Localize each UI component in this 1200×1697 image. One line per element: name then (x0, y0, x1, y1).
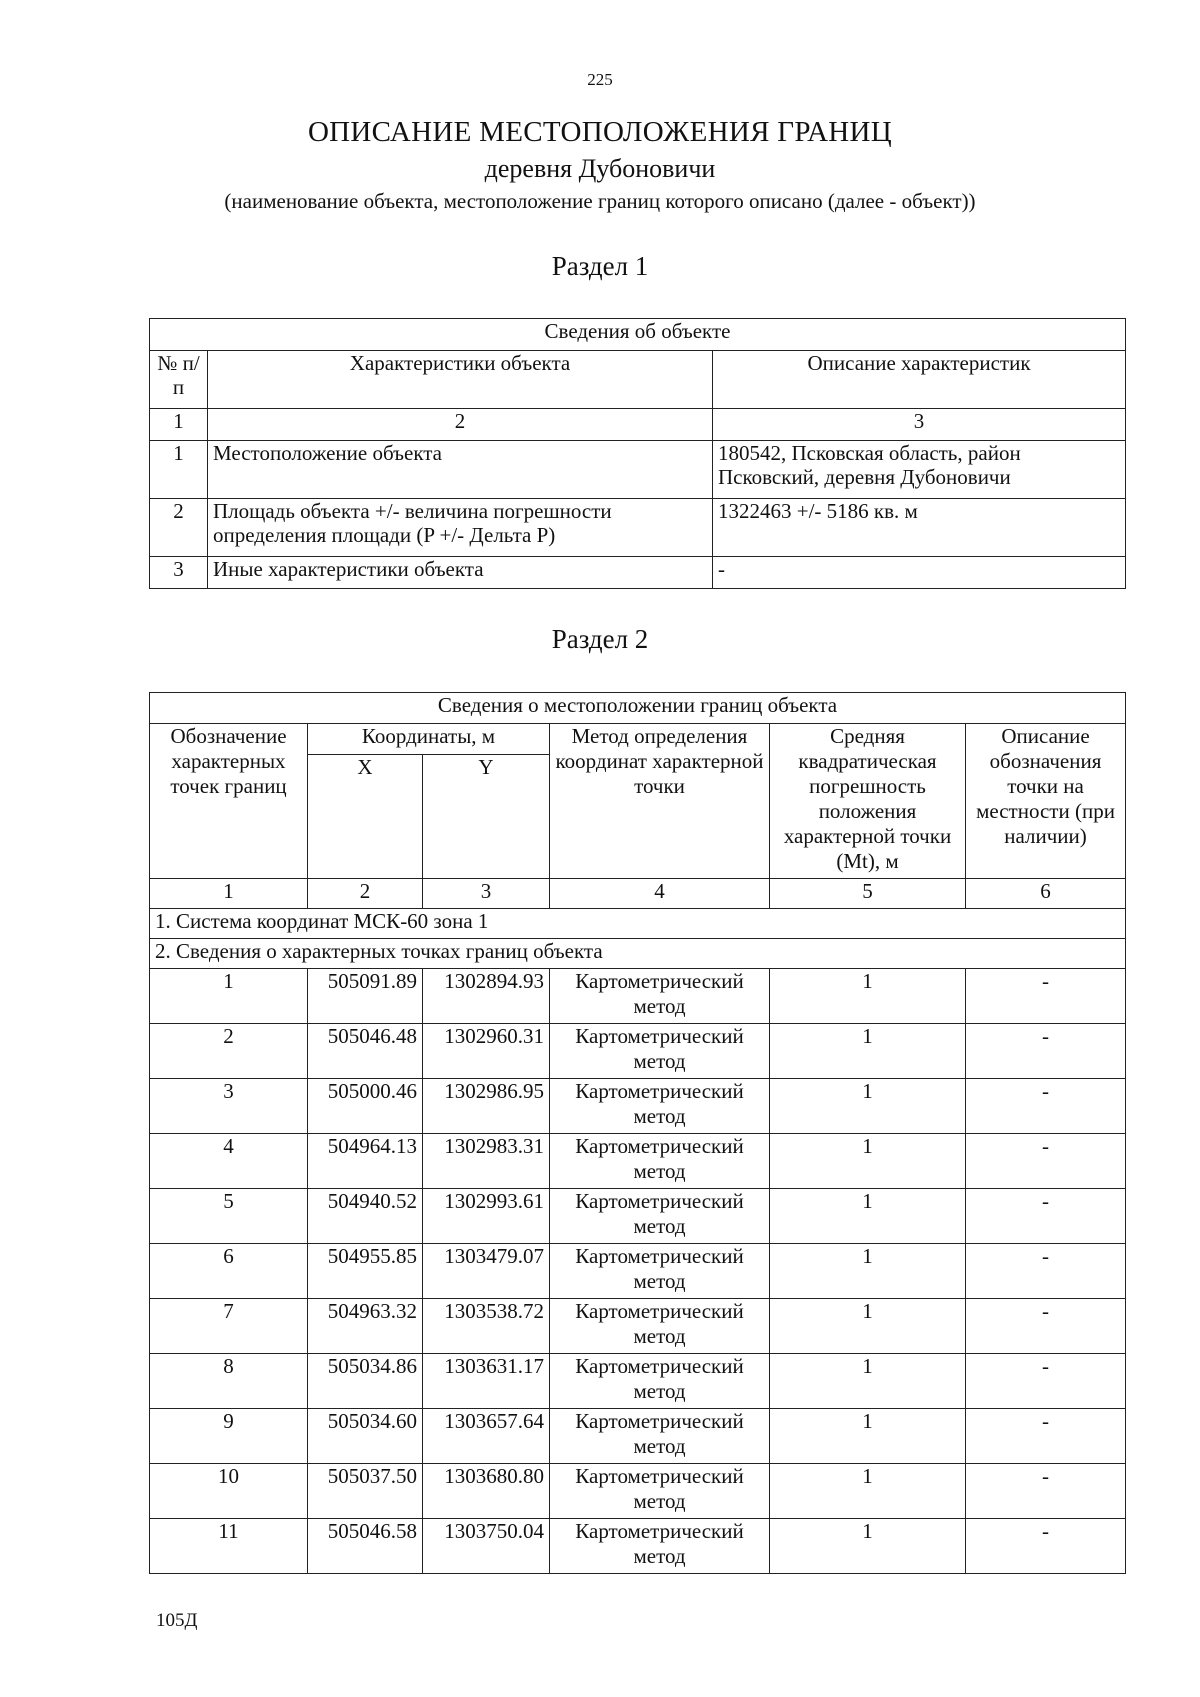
coordinate-y: 1303479.07 (423, 1244, 550, 1299)
method: Картометрический метод (550, 1299, 770, 1354)
mean-error: 1 (770, 1024, 966, 1079)
mean-error: 1 (770, 1354, 966, 1409)
method: Картометрический метод (550, 1354, 770, 1409)
row-number: 1 (150, 441, 208, 499)
point-number: 11 (150, 1519, 308, 1574)
object-name-note: (наименование объекта, местоположение границ которого описано (далее - объект)) (224, 189, 976, 213)
point-number: 1 (150, 969, 308, 1024)
point-number: 8 (150, 1354, 308, 1409)
point-description: - (966, 1354, 1126, 1409)
header-description: Описание характеристик (713, 351, 1126, 409)
coordinate-y: 1302993.61 (423, 1189, 550, 1244)
table-row (150, 1299, 1126, 1354)
column-number: 3 (713, 409, 1126, 441)
coordinate-x: 505091.89 (308, 969, 423, 1024)
section1-title: Раздел 1 (551, 251, 649, 281)
column-number: 6 (966, 879, 1126, 909)
coordinate-x: 505046.48 (308, 1024, 423, 1079)
coordinate-y: 1302986.95 (423, 1079, 550, 1134)
characteristic-name: Иные характеристики объекта (208, 557, 713, 589)
point-description: - (966, 1244, 1126, 1299)
coordinate-y: 1303680.80 (423, 1464, 550, 1519)
mean-error: 1 (770, 1244, 966, 1299)
characteristic-value: 180542, Псковская область, район Псковский, деревня Дубоновичи (713, 441, 1126, 499)
table-caption: Сведения об объекте (150, 319, 1126, 351)
points-list (150, 969, 1126, 1574)
point-description: - (966, 1464, 1126, 1519)
coordinate-y: 1303750.04 (423, 1519, 550, 1574)
table-row (150, 1409, 1126, 1464)
object-info-table (149, 318, 1126, 589)
header-point: Обозначение характерных точек границ (150, 724, 308, 879)
point-number: 10 (150, 1464, 308, 1519)
characteristic-name: Местоположение объекта (208, 441, 713, 499)
points-header-row: 2. Сведения о характерных точках границ объекта (150, 939, 1126, 969)
coordinate-x: 505000.46 (308, 1079, 423, 1134)
table-row (150, 441, 1126, 499)
method: Картометрический метод (550, 1134, 770, 1189)
coordinate-y: 1303657.64 (423, 1409, 550, 1464)
characteristic-value: - (713, 557, 1126, 589)
point-number: 9 (150, 1409, 308, 1464)
row-number: 3 (150, 557, 208, 589)
coordinate-x: 505046.58 (308, 1519, 423, 1574)
coordinate-y: 1303631.17 (423, 1354, 550, 1409)
coordinate-system-row: 1. Система координат МСК-60 зона 1 (150, 909, 1126, 939)
coordinate-y: 1302960.31 (423, 1024, 550, 1079)
header-point-description: Описание обозначения точки на местности (при наличии) (966, 724, 1126, 879)
table-row (150, 1189, 1126, 1244)
object-name: деревня Дубоновичи (484, 154, 716, 183)
mean-error: 1 (770, 969, 966, 1024)
table-row (150, 1134, 1126, 1189)
header-number: № п/п (150, 351, 208, 409)
coordinate-x: 505034.60 (308, 1409, 423, 1464)
table-row (150, 1079, 1126, 1134)
column-number: 5 (770, 879, 966, 909)
document-title: ОПИСАНИЕ МЕСТОПОЛОЖЕНИЯ ГРАНИЦ (307, 116, 893, 148)
header-characteristics: Характеристики объекта (208, 351, 713, 409)
method: Картометрический метод (550, 1024, 770, 1079)
coordinate-x: 504963.32 (308, 1299, 423, 1354)
table-row (150, 969, 1126, 1024)
characteristic-name: Площадь объекта +/- величина погрешности определения площади (P +/- Дельта P) (208, 499, 713, 557)
column-number: 2 (308, 879, 423, 909)
boundary-points-table (149, 692, 1126, 1574)
table-row (150, 1464, 1126, 1519)
header-y: Y (423, 755, 550, 879)
method: Картометрический метод (550, 969, 770, 1024)
point-number: 7 (150, 1299, 308, 1354)
table-row (150, 1244, 1126, 1299)
method: Картометрический метод (550, 1079, 770, 1134)
column-number: 2 (208, 409, 713, 441)
table-row (150, 1519, 1126, 1574)
point-number: 3 (150, 1079, 308, 1134)
coordinate-x: 504940.52 (308, 1189, 423, 1244)
table-caption: Сведения о местоположении границ объекта (150, 693, 1126, 724)
point-description: - (966, 1079, 1126, 1134)
coordinate-x: 504964.13 (308, 1134, 423, 1189)
header-error: Средняя квадратическая погрешность положения характерной точки (Mt), м (770, 724, 966, 879)
table-row (150, 1024, 1126, 1079)
method: Картометрический метод (550, 1464, 770, 1519)
header-method: Метод определения координат характерной точки (550, 724, 770, 879)
column-number: 3 (423, 879, 550, 909)
section2-title: Раздел 2 (551, 624, 649, 654)
header-x: X (308, 755, 423, 879)
column-number: 4 (550, 879, 770, 909)
table-row (150, 1354, 1126, 1409)
footer-code: 105Д (156, 1610, 198, 1631)
table-row (150, 557, 1126, 589)
point-description: - (966, 1409, 1126, 1464)
point-description: - (966, 1299, 1126, 1354)
mean-error: 1 (770, 1299, 966, 1354)
column-number: 1 (150, 409, 208, 441)
point-description: - (966, 1519, 1126, 1574)
row-number: 2 (150, 499, 208, 557)
coordinate-x: 504955.85 (308, 1244, 423, 1299)
method: Картометрический метод (550, 1244, 770, 1299)
mean-error: 1 (770, 1189, 966, 1244)
mean-error: 1 (770, 1464, 966, 1519)
mean-error: 1 (770, 1079, 966, 1134)
page-number: 225 (587, 70, 613, 89)
coordinate-x: 505037.50 (308, 1464, 423, 1519)
point-number: 4 (150, 1134, 308, 1189)
coordinate-y: 1303538.72 (423, 1299, 550, 1354)
point-description: - (966, 1134, 1126, 1189)
method: Картометрический метод (550, 1189, 770, 1244)
column-number: 1 (150, 879, 308, 909)
mean-error: 1 (770, 1519, 966, 1574)
coordinate-y: 1302894.93 (423, 969, 550, 1024)
mean-error: 1 (770, 1409, 966, 1464)
coordinate-x: 505034.86 (308, 1354, 423, 1409)
characteristic-value: 1322463 +/- 5186 кв. м (713, 499, 1126, 557)
mean-error: 1 (770, 1134, 966, 1189)
coordinate-y: 1302983.31 (423, 1134, 550, 1189)
point-number: 5 (150, 1189, 308, 1244)
table-row (150, 499, 1126, 557)
point-number: 2 (150, 1024, 308, 1079)
header-coordinates: Координаты, м (308, 724, 550, 755)
point-description: - (966, 1024, 1126, 1079)
method: Картометрический метод (550, 1409, 770, 1464)
point-number: 6 (150, 1244, 308, 1299)
point-description: - (966, 1189, 1126, 1244)
method: Картометрический метод (550, 1519, 770, 1574)
point-description: - (966, 969, 1126, 1024)
